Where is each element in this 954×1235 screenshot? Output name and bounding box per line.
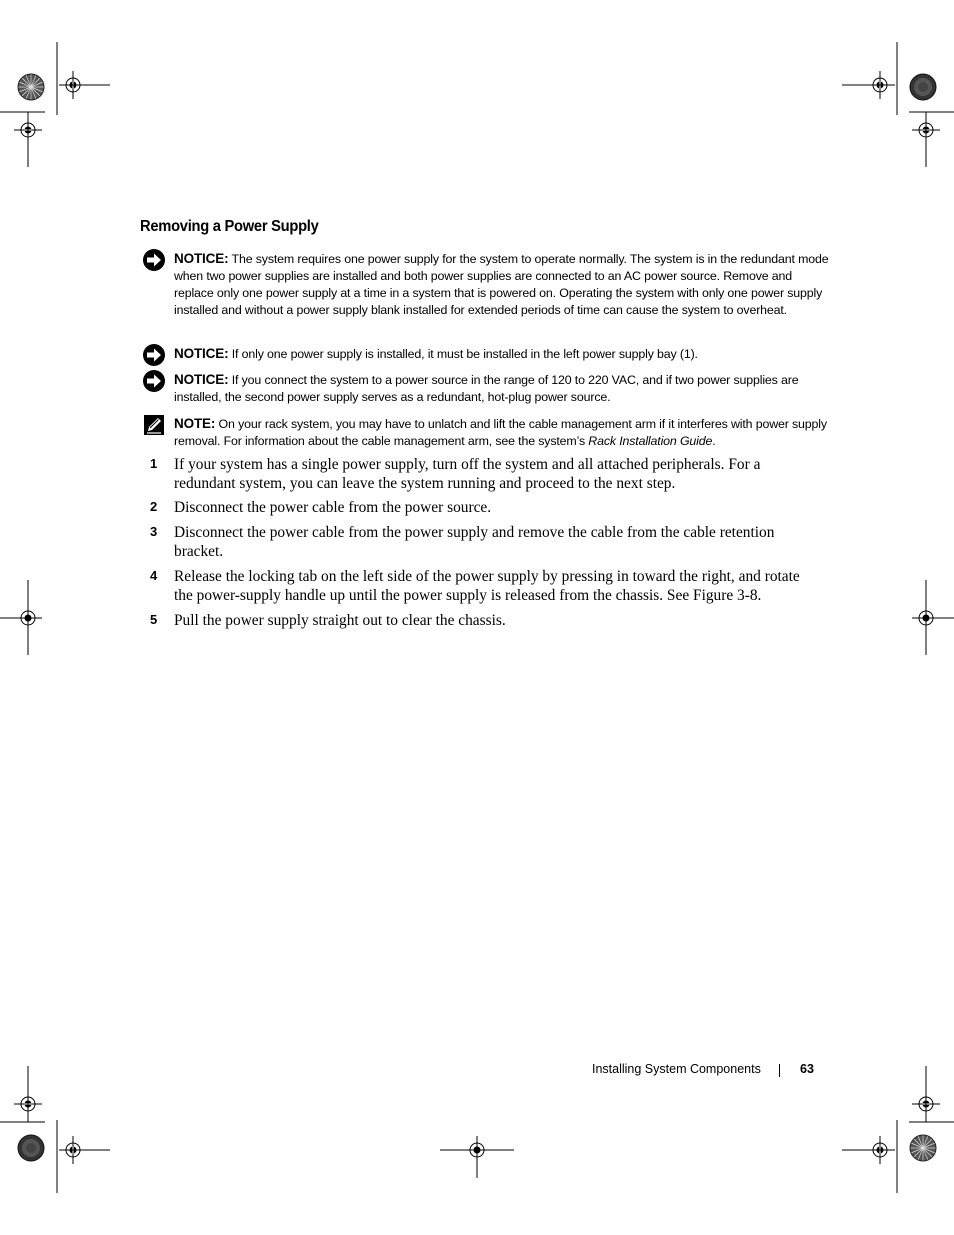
step-number: 3 <box>150 524 158 539</box>
notice-text <box>174 250 834 319</box>
notice-body: If only one power supply is installed, it must be installed in the left power supply bay (1). <box>231 347 698 361</box>
step-text: Pull the power supply straight out to clear the chassis. <box>174 612 506 629</box>
note-label: NOTE: <box>174 416 216 431</box>
note-body: On your rack system, you may have to unlatch and lift the cable management arm if it interferes with power supply removal. For information about the cable management arm, see the system’s <box>174 417 827 448</box>
footer-divider <box>779 1064 780 1077</box>
step-number: 4 <box>150 568 158 583</box>
notice-body: If you connect the system to a power source in the range of 120 to 220 VAC, and if two power supplies are installed, the second power supply serves as a redundant, hot-plug power source. <box>174 373 799 404</box>
step-number: 1 <box>150 456 158 471</box>
notice-arrow-icon <box>142 343 166 367</box>
notice-arrow-icon <box>142 369 166 393</box>
section-title: Removing a Power Supply <box>140 218 319 235</box>
notice-text <box>174 345 834 363</box>
step-text: Disconnect the power cable from the power source. <box>174 499 492 516</box>
note-text <box>174 415 834 450</box>
notice-text <box>174 371 834 406</box>
notice-arrow-icon <box>142 248 166 272</box>
page-number: 63 <box>800 1062 814 1076</box>
note-end: . <box>712 434 716 448</box>
step-number: 5 <box>150 612 158 627</box>
step-text: If your system has a single power supply, turn off the system and all attached peripherals. For a redundant system, you can leave the system running and proceed to the next step. <box>174 456 761 492</box>
footer-chapter: Installing System Components <box>592 1062 761 1076</box>
notice-label: NOTICE: <box>174 372 229 387</box>
notice-label: NOTICE: <box>174 251 229 266</box>
note-guide-reference: Rack Installation Guide <box>588 434 713 448</box>
notice-body: The system requires one power supply for the system to operate normally. The system is in the redundant mode when two power supplies are installed and both power supplies are connected to an AC power source. Remove and replace only one power supply at a time in a system that is powered on. Operating the system with only one power supply installed and without a power supply blank installed for extended periods of time can cause the system to overheat. <box>174 252 829 317</box>
step-text: Disconnect the power cable from the power supply and remove the cable from the cable retention bracket. <box>174 524 775 560</box>
notice-label: NOTICE: <box>174 346 229 361</box>
step-text: Release the locking tab on the left side of the power supply by pressing in toward the right, and rotate the power-supply handle up until the power supply is released from the chassis. See Figure 3-8. <box>174 568 800 604</box>
note-pencil-icon <box>142 413 166 437</box>
step-number: 2 <box>150 499 158 514</box>
